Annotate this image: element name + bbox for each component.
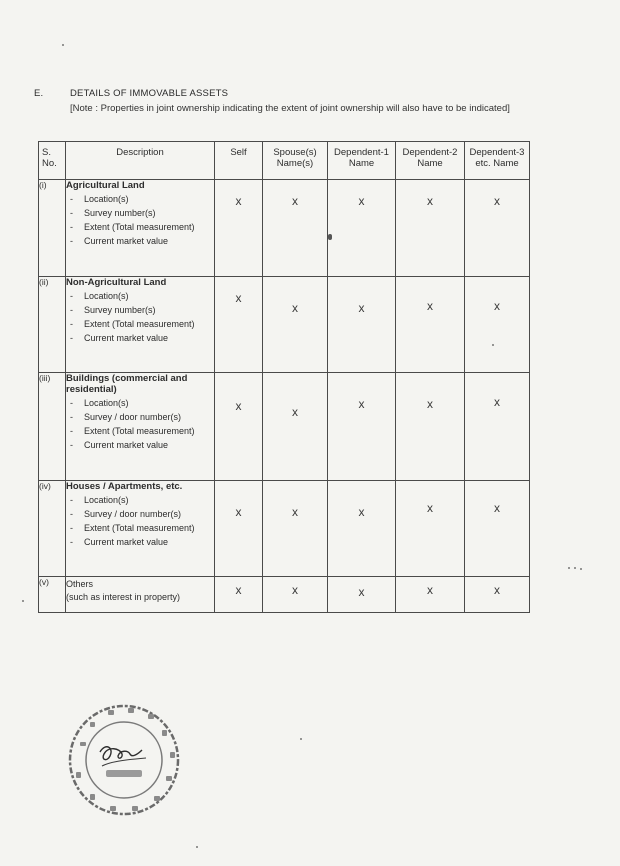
header-dependent-2: Dependent-2 Name bbox=[396, 142, 465, 180]
section-heading bbox=[34, 88, 554, 99]
sub-item: - Location(s) bbox=[70, 194, 129, 204]
scan-speck bbox=[196, 846, 198, 848]
row-sno: (iv) bbox=[39, 481, 66, 577]
scan-speck bbox=[574, 567, 576, 569]
cross-mark: x bbox=[292, 405, 298, 419]
row-description bbox=[66, 373, 215, 481]
cross-mark: x bbox=[235, 505, 242, 519]
row-sno: (i) bbox=[39, 180, 66, 277]
table-row bbox=[39, 373, 530, 481]
header-spouse: Spouse(s) Name(s) bbox=[263, 142, 328, 180]
row-description bbox=[66, 180, 215, 277]
cell-dependent-2 bbox=[396, 180, 465, 277]
sub-item: - Extent (Total measurement) bbox=[70, 222, 195, 232]
section-number: E. bbox=[34, 88, 44, 99]
sub-item: - Extent (Total measurement) bbox=[70, 319, 195, 329]
cross-mark: x bbox=[427, 299, 433, 313]
sub-item: - Survey number(s) bbox=[70, 208, 156, 218]
cross-mark: x bbox=[494, 395, 500, 409]
row-sno: (ii) bbox=[39, 277, 66, 373]
scan-speck bbox=[300, 738, 302, 740]
cross-mark: x bbox=[427, 397, 433, 411]
header-sno: S. No. bbox=[39, 142, 66, 180]
table-row bbox=[39, 277, 530, 373]
scan-speck bbox=[492, 344, 494, 346]
sub-item: - Current market value bbox=[70, 440, 169, 450]
cell-spouse bbox=[263, 577, 328, 613]
sub-item: - Location(s) bbox=[70, 291, 129, 301]
cross-mark: x bbox=[235, 583, 242, 597]
cross-mark: x bbox=[358, 194, 365, 208]
header-dependent-3: Dependent-3 etc. Name bbox=[465, 142, 530, 180]
cell-self bbox=[215, 577, 263, 613]
row-category: Non-Agricultural Land bbox=[66, 277, 167, 288]
cell-dependent-1 bbox=[328, 180, 396, 277]
cross-mark: x bbox=[494, 583, 500, 597]
row-category: Agricultural Land bbox=[66, 180, 145, 191]
row-category: Houses / Apartments, etc. bbox=[66, 481, 183, 492]
cross-mark: x bbox=[358, 505, 365, 519]
cross-mark: x bbox=[427, 194, 433, 208]
cross-mark: x bbox=[494, 501, 500, 515]
cross-mark: x bbox=[358, 397, 365, 411]
cell-self bbox=[215, 481, 263, 577]
cross-mark: x bbox=[427, 501, 433, 515]
table-row bbox=[39, 481, 530, 577]
sub-item: - Survey number(s) bbox=[70, 305, 156, 315]
scan-speck bbox=[22, 600, 24, 602]
cell-dependent-3 bbox=[465, 577, 530, 613]
official-stamp bbox=[66, 702, 182, 818]
row-description bbox=[66, 277, 215, 373]
cell-dependent-2 bbox=[396, 373, 465, 481]
sub-item: - Current market value bbox=[70, 537, 169, 547]
sub-item: - Current market value bbox=[70, 333, 169, 343]
sub-item: - Extent (Total measurement) bbox=[70, 523, 195, 533]
row-description bbox=[66, 481, 215, 577]
scan-speck bbox=[568, 567, 570, 569]
sub-item: - Location(s) bbox=[70, 495, 129, 505]
section-title: DETAILS OF IMMOVABLE ASSETS bbox=[70, 88, 229, 99]
scan-speck bbox=[62, 44, 64, 46]
row-sno: (v) bbox=[39, 577, 66, 613]
row-description bbox=[66, 577, 215, 613]
cell-spouse bbox=[263, 481, 328, 577]
sub-item: - Location(s) bbox=[70, 398, 129, 408]
cell-dependent-3 bbox=[465, 373, 530, 481]
cross-mark: x bbox=[292, 194, 298, 208]
cross-mark: x bbox=[358, 301, 365, 315]
row-sno: (iii) bbox=[39, 373, 66, 481]
header-description: Description bbox=[66, 142, 215, 180]
immovable-assets-table bbox=[38, 141, 530, 613]
section-note: [Note : Properties in joint ownership indicating the extent of joint ownership will also have to be indicated] bbox=[70, 103, 510, 114]
scan-speck bbox=[580, 568, 582, 570]
cell-self bbox=[215, 180, 263, 277]
stamp-seal-icon bbox=[66, 702, 182, 818]
ink-blot bbox=[328, 234, 332, 240]
cross-mark: x bbox=[235, 194, 242, 208]
cell-dependent-2 bbox=[396, 481, 465, 577]
sub-item: - Current market value bbox=[70, 236, 169, 246]
cross-mark: x bbox=[292, 583, 298, 597]
cross-mark: x bbox=[427, 583, 433, 597]
sub-item: - Survey / door number(s) bbox=[70, 412, 182, 422]
header-dependent-1: Dependent-1 Name bbox=[328, 142, 396, 180]
cross-mark: x bbox=[235, 291, 242, 305]
cell-dependent-1 bbox=[328, 577, 396, 613]
cell-dependent-2 bbox=[396, 577, 465, 613]
cell-spouse bbox=[263, 180, 328, 277]
cell-dependent-1 bbox=[328, 277, 396, 373]
cell-spouse bbox=[263, 373, 328, 481]
sub-item: - Survey / door number(s) bbox=[70, 509, 182, 519]
row-category: Buildings (commercial and residential) bbox=[66, 373, 188, 395]
cell-self bbox=[215, 373, 263, 481]
cell-dependent-3 bbox=[465, 277, 530, 373]
others-label: Others bbox=[66, 579, 94, 589]
cross-mark: x bbox=[235, 399, 242, 413]
cross-mark: x bbox=[494, 299, 500, 313]
table-row bbox=[39, 577, 530, 613]
cell-spouse bbox=[263, 277, 328, 373]
cell-dependent-2 bbox=[396, 277, 465, 373]
cross-mark: x bbox=[358, 585, 365, 599]
cross-mark: x bbox=[292, 301, 298, 315]
header-self: Self bbox=[215, 142, 263, 180]
cell-self bbox=[215, 277, 263, 373]
cell-dependent-1 bbox=[328, 481, 396, 577]
sub-item: - Extent (Total measurement) bbox=[70, 426, 195, 436]
cell-dependent-1 bbox=[328, 373, 396, 481]
cross-mark: x bbox=[494, 194, 500, 208]
cross-mark: x bbox=[292, 505, 298, 519]
cell-dependent-3 bbox=[465, 481, 530, 577]
table-header-row bbox=[39, 142, 530, 180]
others-detail: (such as interest in property) bbox=[66, 592, 181, 602]
table-row bbox=[39, 180, 530, 277]
cell-dependent-3 bbox=[465, 180, 530, 277]
